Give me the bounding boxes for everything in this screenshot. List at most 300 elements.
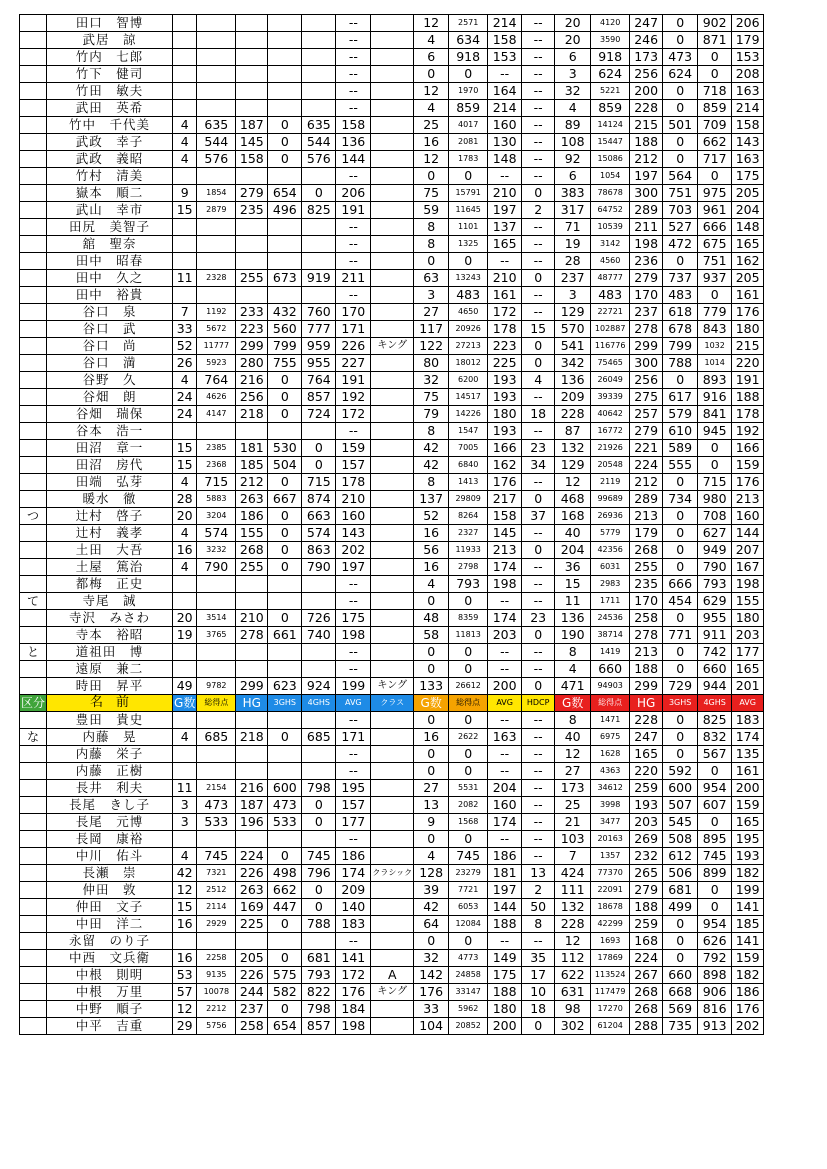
cell-g-count-2: 176 bbox=[414, 984, 449, 1001]
cell-total-score-3: 22721 bbox=[591, 304, 630, 321]
cell-g-count-2: 75 bbox=[414, 185, 449, 202]
cell-total-score: 790 bbox=[197, 559, 236, 576]
header-avg-2: AVG bbox=[488, 695, 522, 712]
cell-4ghs: 724 bbox=[302, 406, 336, 423]
cell-g-count-2: 79 bbox=[414, 406, 449, 423]
cell-3ghs bbox=[268, 287, 302, 304]
cell-hg: 226 bbox=[236, 865, 268, 882]
cell-avg: -- bbox=[336, 219, 371, 236]
cell-total-score-2: 0 bbox=[449, 831, 488, 848]
cell-total-score-3: 116776 bbox=[591, 338, 630, 355]
cell-hdcp: -- bbox=[522, 83, 555, 100]
cell-hdcp: 4 bbox=[522, 372, 555, 389]
cell-hg-3: 299 bbox=[630, 338, 663, 355]
cell-g-count bbox=[173, 253, 197, 270]
cell-3ghs-3: 0 bbox=[663, 372, 698, 389]
cell-4ghs: 544 bbox=[302, 134, 336, 151]
cell-total-score-3: 1711 bbox=[591, 593, 630, 610]
cell-hg-3: 256 bbox=[630, 372, 663, 389]
cell-4ghs bbox=[302, 661, 336, 678]
cell-g-count bbox=[173, 423, 197, 440]
cell-3ghs-3: 617 bbox=[663, 389, 698, 406]
table-row bbox=[20, 304, 764, 321]
cell-avg-2: 180 bbox=[488, 406, 522, 423]
cell-avg-2: 166 bbox=[488, 440, 522, 457]
cell-hg: 268 bbox=[236, 542, 268, 559]
cell-4ghs-3: 949 bbox=[698, 542, 732, 559]
cell-total-score-3: 2119 bbox=[591, 474, 630, 491]
cell-total-score: 2328 bbox=[197, 270, 236, 287]
cell-g-count-2: 12 bbox=[414, 151, 449, 168]
cell-class bbox=[371, 933, 414, 950]
cell-kubun bbox=[20, 219, 47, 236]
cell-total-score bbox=[197, 32, 236, 49]
cell-total-score-3: 859 bbox=[591, 100, 630, 117]
table-row bbox=[20, 185, 764, 202]
cell-4ghs bbox=[302, 253, 336, 270]
cell-g-count-3: 168 bbox=[555, 508, 591, 525]
cell-hg bbox=[236, 236, 268, 253]
cell-hg bbox=[236, 763, 268, 780]
cell-avg: -- bbox=[336, 593, 371, 610]
cell-3ghs: 0 bbox=[268, 950, 302, 967]
cell-total-score-2: 0 bbox=[449, 253, 488, 270]
cell-avg: 158 bbox=[336, 117, 371, 134]
cell-name: 竹内 七郎 bbox=[47, 49, 173, 66]
cell-hg: 235 bbox=[236, 202, 268, 219]
cell-4ghs-3: 0 bbox=[698, 49, 732, 66]
cell-name: 暖水 徹 bbox=[47, 491, 173, 508]
cell-total-score-2: 793 bbox=[449, 576, 488, 593]
table-row bbox=[20, 253, 764, 270]
header-g-count: G数 bbox=[174, 696, 196, 710]
cell-total-score-2: 33147 bbox=[449, 984, 488, 1001]
cell-g-count-2: 4 bbox=[414, 32, 449, 49]
cell-total-score-3: 4560 bbox=[591, 253, 630, 270]
cell-hg bbox=[236, 83, 268, 100]
cell-g-count-2: 0 bbox=[414, 763, 449, 780]
cell-g-count bbox=[173, 576, 197, 593]
cell-hdcp: -- bbox=[522, 134, 555, 151]
cell-3ghs bbox=[268, 933, 302, 950]
cell-avg-3: 192 bbox=[732, 423, 764, 440]
cell-3ghs: 0 bbox=[268, 559, 302, 576]
cell-name: 田口 智博 bbox=[47, 15, 173, 32]
cell-name: 寺本 裕昭 bbox=[47, 627, 173, 644]
cell-class bbox=[371, 117, 414, 134]
cell-3ghs: 582 bbox=[268, 984, 302, 1001]
cell-class bbox=[371, 542, 414, 559]
cell-total-score: 9782 bbox=[197, 678, 236, 695]
cell-hg: 187 bbox=[236, 797, 268, 814]
cell-class bbox=[371, 83, 414, 100]
cell-kubun bbox=[20, 117, 47, 134]
cell-total-score-2: 0 bbox=[449, 661, 488, 678]
cell-3ghs: 473 bbox=[268, 797, 302, 814]
cell-hdcp: -- bbox=[522, 15, 555, 32]
cell-class bbox=[371, 474, 414, 491]
cell-total-score-2: 0 bbox=[449, 644, 488, 661]
cell-total-score-2: 6840 bbox=[449, 457, 488, 474]
header-total-score: 総得点 bbox=[197, 695, 236, 712]
cell-kubun bbox=[20, 661, 47, 678]
cell-4ghs: 919 bbox=[302, 270, 336, 287]
cell-avg: -- bbox=[336, 933, 371, 950]
cell-hg-3: 224 bbox=[630, 457, 663, 474]
cell-hg-3: 188 bbox=[630, 134, 663, 151]
cell-4ghs: 760 bbox=[302, 304, 336, 321]
cell-avg: -- bbox=[336, 253, 371, 270]
cell-hdcp: -- bbox=[522, 763, 555, 780]
cell-name: 武政 幸子 bbox=[47, 134, 173, 151]
cell-total-score-3: 42356 bbox=[591, 542, 630, 559]
table-row bbox=[20, 83, 764, 100]
cell-g-count-2: 4 bbox=[414, 100, 449, 117]
cell-g-count-3: 7 bbox=[555, 848, 591, 865]
cell-kubun bbox=[20, 678, 47, 695]
cell-4ghs-3: 916 bbox=[698, 389, 732, 406]
cell-hg: 196 bbox=[236, 814, 268, 831]
cell-avg-3: 180 bbox=[732, 321, 764, 338]
cell-g-count-2: 12 bbox=[414, 15, 449, 32]
cell-total-score-3: 1693 bbox=[591, 933, 630, 950]
cell-3ghs-3: 735 bbox=[663, 1018, 698, 1035]
cell-hg bbox=[236, 576, 268, 593]
cell-total-score: 715 bbox=[197, 474, 236, 491]
cell-hg bbox=[236, 49, 268, 66]
cell-class: キング bbox=[371, 338, 414, 355]
cell-hg-3: 246 bbox=[630, 32, 663, 49]
cell-4ghs: 857 bbox=[302, 1018, 336, 1035]
cell-class bbox=[371, 712, 414, 729]
cell-3ghs-3: 788 bbox=[663, 355, 698, 372]
cell-3ghs-3: 703 bbox=[663, 202, 698, 219]
cell-total-score-3: 78678 bbox=[591, 185, 630, 202]
cell-3ghs-3: 600 bbox=[663, 780, 698, 797]
cell-hg: 263 bbox=[236, 491, 268, 508]
cell-hg-3: 278 bbox=[630, 627, 663, 644]
cell-4ghs bbox=[302, 32, 336, 49]
cell-hg-3: 179 bbox=[630, 525, 663, 542]
cell-g-count-3: 27 bbox=[555, 763, 591, 780]
cell-g-count-3: 21 bbox=[555, 814, 591, 831]
cell-total-score-3: 64752 bbox=[591, 202, 630, 219]
cell-avg-3: 178 bbox=[732, 406, 764, 423]
cell-g-count-3: 136 bbox=[555, 610, 591, 627]
cell-total-score-2: 1568 bbox=[449, 814, 488, 831]
header-g-count-2: G数 bbox=[414, 695, 449, 712]
cell-class bbox=[371, 100, 414, 117]
cell-hg-3: 255 bbox=[630, 559, 663, 576]
cell-hdcp: -- bbox=[522, 712, 555, 729]
cell-avg-3: 198 bbox=[732, 576, 764, 593]
cell-3ghs-3: 545 bbox=[663, 814, 698, 831]
table-row bbox=[20, 763, 764, 780]
cell-name: 中野 順子 bbox=[47, 1001, 173, 1018]
cell-hg-3: 268 bbox=[630, 1001, 663, 1018]
cell-total-score-3: 3998 bbox=[591, 797, 630, 814]
cell-4ghs-3: 0 bbox=[698, 882, 732, 899]
cell-total-score-2: 12084 bbox=[449, 916, 488, 933]
cell-hdcp: -- bbox=[522, 236, 555, 253]
cell-g-count bbox=[173, 168, 197, 185]
cell-total-score: 3204 bbox=[197, 508, 236, 525]
cell-g-count bbox=[173, 593, 197, 610]
cell-hg: 255 bbox=[236, 270, 268, 287]
table-row bbox=[20, 627, 764, 644]
cell-total-score-2: 0 bbox=[449, 933, 488, 950]
cell-class bbox=[371, 321, 414, 338]
cell-4ghs: 685 bbox=[302, 729, 336, 746]
cell-kubun bbox=[20, 797, 47, 814]
cell-3ghs: 560 bbox=[268, 321, 302, 338]
cell-4ghs-3: 1014 bbox=[698, 355, 732, 372]
cell-4ghs-3: 715 bbox=[698, 474, 732, 491]
table-row bbox=[20, 219, 764, 236]
cell-total-score-3: 3477 bbox=[591, 814, 630, 831]
cell-name: 辻村 啓子 bbox=[47, 508, 173, 525]
cell-avg: -- bbox=[336, 15, 371, 32]
cell-avg: 198 bbox=[336, 1018, 371, 1035]
cell-4ghs: 0 bbox=[302, 185, 336, 202]
cell-avg-3: 153 bbox=[732, 49, 764, 66]
cell-avg-2: 214 bbox=[488, 100, 522, 117]
cell-hg-3: 193 bbox=[630, 797, 663, 814]
cell-hdcp: 18 bbox=[522, 406, 555, 423]
cell-3ghs-3: 771 bbox=[663, 627, 698, 644]
cell-total-score-2: 1413 bbox=[449, 474, 488, 491]
cell-kubun bbox=[20, 882, 47, 899]
cell-avg: 176 bbox=[336, 984, 371, 1001]
cell-g-count-2: 16 bbox=[414, 559, 449, 576]
cell-hg: 145 bbox=[236, 134, 268, 151]
cell-total-score-3: 918 bbox=[591, 49, 630, 66]
cell-total-score bbox=[197, 253, 236, 270]
cell-3ghs-3: 592 bbox=[663, 763, 698, 780]
cell-hg: 233 bbox=[236, 304, 268, 321]
cell-total-score-3: 6975 bbox=[591, 729, 630, 746]
cell-total-score-2: 2327 bbox=[449, 525, 488, 542]
table-row bbox=[20, 865, 764, 882]
cell-kubun bbox=[20, 814, 47, 831]
cell-g-count-3: 132 bbox=[555, 899, 591, 916]
cell-total-score-3: 61204 bbox=[591, 1018, 630, 1035]
cell-total-score-2: 634 bbox=[449, 32, 488, 49]
cell-g-count-3: 6 bbox=[555, 168, 591, 185]
cell-avg-2: 217 bbox=[488, 491, 522, 508]
cell-g-count-3: 11 bbox=[555, 593, 591, 610]
cell-g-count-2: 9 bbox=[414, 814, 449, 831]
cell-total-score: 2212 bbox=[197, 1001, 236, 1018]
cell-hg-3: 224 bbox=[630, 950, 663, 967]
cell-total-score-3: 4120 bbox=[591, 15, 630, 32]
cell-total-score-2: 20926 bbox=[449, 321, 488, 338]
cell-kubun bbox=[20, 32, 47, 49]
cell-3ghs: 575 bbox=[268, 967, 302, 984]
cell-class bbox=[371, 168, 414, 185]
cell-g-count-3: 4 bbox=[555, 100, 591, 117]
cell-kubun bbox=[20, 780, 47, 797]
cell-kubun bbox=[20, 389, 47, 406]
cell-g-count: 4 bbox=[173, 474, 197, 491]
cell-total-score bbox=[197, 661, 236, 678]
cell-g-count-3: 228 bbox=[555, 916, 591, 933]
header-total-score-3: 総得点 bbox=[591, 695, 630, 712]
cell-class bbox=[371, 287, 414, 304]
cell-hg bbox=[236, 15, 268, 32]
cell-kubun bbox=[20, 185, 47, 202]
cell-total-score: 5883 bbox=[197, 491, 236, 508]
cell-name: 中平 吉重 bbox=[47, 1018, 173, 1035]
cell-class bbox=[371, 355, 414, 372]
cell-avg-2: 193 bbox=[488, 389, 522, 406]
cell-g-count-3: 132 bbox=[555, 440, 591, 457]
cell-g-count bbox=[173, 644, 197, 661]
cell-class bbox=[371, 304, 414, 321]
cell-hdcp: -- bbox=[522, 780, 555, 797]
cell-g-count-2: 52 bbox=[414, 508, 449, 525]
cell-3ghs: 673 bbox=[268, 270, 302, 287]
cell-hg: 169 bbox=[236, 899, 268, 916]
cell-g-count-2: 4 bbox=[414, 848, 449, 865]
cell-hdcp: 0 bbox=[522, 1018, 555, 1035]
cell-total-score-3: 40642 bbox=[591, 406, 630, 423]
cell-g-count bbox=[173, 32, 197, 49]
cell-3ghs-3: 0 bbox=[663, 746, 698, 763]
cell-class bbox=[371, 848, 414, 865]
cell-4ghs-3: 660 bbox=[698, 661, 732, 678]
cell-hdcp: 0 bbox=[522, 185, 555, 202]
cell-hdcp: -- bbox=[522, 151, 555, 168]
cell-4ghs-3: 607 bbox=[698, 797, 732, 814]
cell-g-count-3: 342 bbox=[555, 355, 591, 372]
cell-4ghs bbox=[302, 15, 336, 32]
cell-avg-3: 162 bbox=[732, 253, 764, 270]
cell-kubun bbox=[20, 916, 47, 933]
cell-3ghs-3: 0 bbox=[663, 559, 698, 576]
cell-avg-3: 159 bbox=[732, 797, 764, 814]
cell-avg-2: 172 bbox=[488, 304, 522, 321]
cell-avg: 171 bbox=[336, 321, 371, 338]
cell-class bbox=[371, 627, 414, 644]
cell-total-score-3: 18678 bbox=[591, 899, 630, 916]
cell-avg: 171 bbox=[336, 729, 371, 746]
cell-g-count-2: 16 bbox=[414, 525, 449, 542]
header-hdcp: HDCP bbox=[522, 695, 555, 712]
cell-avg: 198 bbox=[336, 627, 371, 644]
table-row bbox=[20, 236, 764, 253]
cell-g-count-2: 64 bbox=[414, 916, 449, 933]
cell-hg-3: 168 bbox=[630, 933, 663, 950]
cell-g-count-3: 20 bbox=[555, 32, 591, 49]
cell-total-score-3: 624 bbox=[591, 66, 630, 83]
cell-4ghs: 635 bbox=[302, 117, 336, 134]
cell-total-score-2: 2622 bbox=[449, 729, 488, 746]
cell-4ghs bbox=[302, 287, 336, 304]
cell-class bbox=[371, 780, 414, 797]
cell-hg-3: 269 bbox=[630, 831, 663, 848]
cell-4ghs-3: 825 bbox=[698, 712, 732, 729]
cell-3ghs: 654 bbox=[268, 1018, 302, 1035]
cell-avg-2: -- bbox=[488, 763, 522, 780]
cell-class bbox=[371, 882, 414, 899]
cell-avg-2: 203 bbox=[488, 627, 522, 644]
cell-kubun bbox=[20, 865, 47, 882]
cell-kubun bbox=[20, 440, 47, 457]
cell-kubun bbox=[20, 202, 47, 219]
cell-3ghs bbox=[268, 49, 302, 66]
cell-total-score-3: 26936 bbox=[591, 508, 630, 525]
cell-4ghs: 0 bbox=[302, 440, 336, 457]
header-total-score-2: 総得点 bbox=[449, 695, 488, 712]
cell-hg bbox=[236, 831, 268, 848]
cell-avg-3: 188 bbox=[732, 389, 764, 406]
cell-3ghs: 530 bbox=[268, 440, 302, 457]
cell-avg-3: 159 bbox=[732, 457, 764, 474]
cell-kubun bbox=[20, 848, 47, 865]
cell-3ghs-3: 0 bbox=[663, 253, 698, 270]
cell-avg: 195 bbox=[336, 780, 371, 797]
cell-avg: 159 bbox=[336, 440, 371, 457]
cell-name: 中根 万里 bbox=[47, 984, 173, 1001]
cell-total-score: 5756 bbox=[197, 1018, 236, 1035]
cell-g-count-2: 32 bbox=[414, 372, 449, 389]
cell-total-score: 544 bbox=[197, 134, 236, 151]
cell-avg: 226 bbox=[336, 338, 371, 355]
cell-g-count-3: 98 bbox=[555, 1001, 591, 1018]
cell-4ghs: 788 bbox=[302, 916, 336, 933]
cell-name: 仲田 敦 bbox=[47, 882, 173, 899]
table-row bbox=[20, 814, 764, 831]
cell-hg-3: 221 bbox=[630, 440, 663, 457]
table-row bbox=[20, 644, 764, 661]
cell-g-count-3: 19 bbox=[555, 236, 591, 253]
cell-total-score-3: 75465 bbox=[591, 355, 630, 372]
cell-kubun bbox=[20, 304, 47, 321]
cell-kubun bbox=[20, 542, 47, 559]
cell-g-count-3: 25 bbox=[555, 797, 591, 814]
cell-g-count-3: 129 bbox=[555, 457, 591, 474]
cell-hg-3: 236 bbox=[630, 253, 663, 270]
cell-g-count bbox=[173, 933, 197, 950]
cell-total-score: 533 bbox=[197, 814, 236, 831]
cell-g-count bbox=[173, 15, 197, 32]
cell-avg: -- bbox=[336, 746, 371, 763]
cell-4ghs-3: 717 bbox=[698, 151, 732, 168]
cell-g-count bbox=[173, 219, 197, 236]
table-row bbox=[20, 525, 764, 542]
cell-kubun bbox=[20, 151, 47, 168]
cell-avg: 192 bbox=[336, 389, 371, 406]
cell-hdcp: 50 bbox=[522, 899, 555, 916]
cell-4ghs: 790 bbox=[302, 559, 336, 576]
cell-3ghs-3: 612 bbox=[663, 848, 698, 865]
cell-avg: -- bbox=[336, 423, 371, 440]
cell-total-score-2: 483 bbox=[449, 287, 488, 304]
cell-total-score: 576 bbox=[197, 151, 236, 168]
cell-avg-3: 220 bbox=[732, 355, 764, 372]
cell-name: 武政 義昭 bbox=[47, 151, 173, 168]
cell-4ghs-3: 975 bbox=[698, 185, 732, 202]
cell-name: 谷口 武 bbox=[47, 321, 173, 338]
cell-name: 土田 大吾 bbox=[47, 542, 173, 559]
cell-total-score-3: 483 bbox=[591, 287, 630, 304]
cell-hg bbox=[236, 644, 268, 661]
cell-avg-2: 158 bbox=[488, 32, 522, 49]
cell-4ghs: 798 bbox=[302, 1001, 336, 1018]
cell-avg: 186 bbox=[336, 848, 371, 865]
cell-avg: 140 bbox=[336, 899, 371, 916]
